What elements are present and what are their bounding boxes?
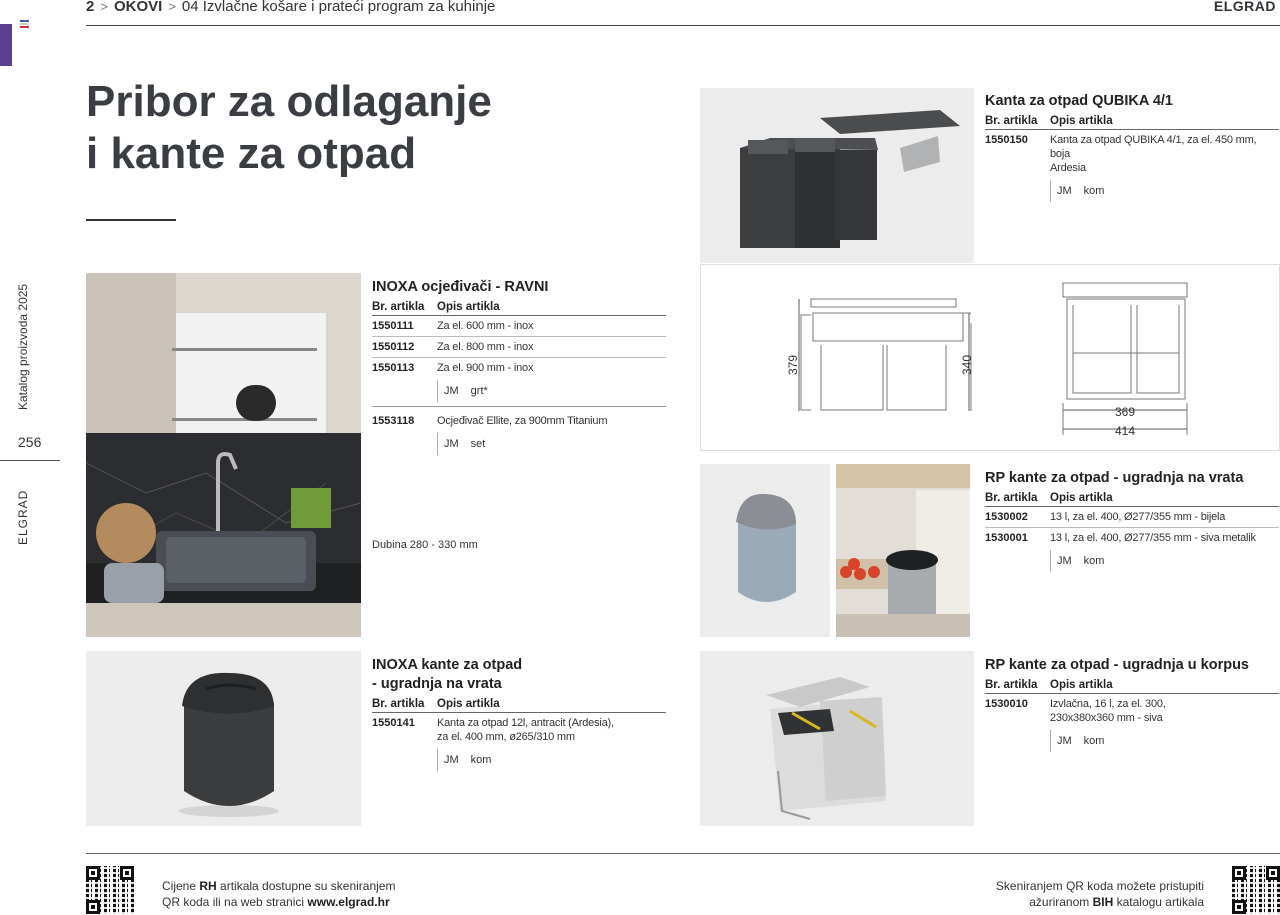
article-description: 13 l, za el. 400, Ø277/355 mm - bijela	[1050, 511, 1226, 523]
inoxa-drainers-title: INOXA ocjeđivači - RAVNI	[372, 279, 549, 295]
breadcrumb	[86, 0, 495, 15]
footer-left-text-part: QR koda ili na web stranici	[162, 895, 308, 909]
table-header	[372, 698, 666, 713]
unit-value: grt*	[470, 385, 488, 397]
article-description	[1050, 697, 1166, 725]
unit-value: kom	[470, 754, 492, 766]
unit-of-measure	[1050, 180, 1279, 202]
inoxa-bins-section	[372, 656, 666, 775]
article-code: 1550141	[372, 717, 415, 729]
article-code: 1553118	[372, 415, 415, 427]
unit-of-measure	[1050, 730, 1279, 752]
footer-left-text-part: artikala dostupne su skeniranjem	[216, 879, 396, 893]
rp-cabinet-bins-section	[985, 656, 1279, 756]
unit-label: JM	[1057, 185, 1072, 197]
unit-of-measure	[437, 433, 666, 455]
table-row	[372, 411, 666, 431]
side-divider	[0, 460, 60, 461]
footer-left-text	[162, 878, 395, 910]
rp-cabinet-bin-image	[700, 651, 974, 826]
header-code: Br. artikla	[985, 115, 1038, 127]
unit-of-measure	[1050, 550, 1279, 572]
article-description: Za el. 800 mm - inox	[437, 341, 534, 353]
header-description: Opis artikla	[1050, 679, 1113, 691]
article-code: 1530010	[985, 698, 1028, 710]
divider	[372, 406, 666, 407]
dimension-379: 379	[786, 354, 800, 376]
footer-right-text-line1: Skeniranjem QR koda možete pristupiti	[995, 879, 1204, 893]
rp-door-kitchen-image	[836, 464, 970, 637]
unit-of-measure	[437, 380, 666, 402]
table-row	[372, 316, 666, 337]
inoxa-bin-image	[86, 651, 361, 826]
breadcrumb-okovi[interactable]: OKOVI	[113, 0, 163, 15]
unit-label: JM	[444, 754, 459, 766]
rp-door-bins-section	[985, 469, 1279, 576]
article-description-line1: Izvlačna, 16 l, za el. 300,	[1050, 698, 1166, 710]
article-code: 1550150	[985, 134, 1028, 146]
article-description: Za el. 900 mm - inox	[437, 362, 534, 374]
unit-value: set	[470, 438, 486, 450]
inoxa-drainers-section	[372, 278, 666, 459]
chevron-right-icon: >	[168, 0, 176, 14]
table-row	[372, 358, 666, 378]
table-row	[372, 337, 666, 358]
breadcrumb-section-number: 04	[181, 0, 199, 15]
header-code: Br. artikla	[985, 679, 1038, 691]
breadcrumb-page-number: 2	[86, 0, 95, 15]
title-underline	[86, 219, 176, 221]
brand-logo: ELGRAD	[1213, 0, 1276, 14]
footer-bih-label: BIH	[1092, 895, 1114, 909]
unit-of-measure	[437, 749, 666, 771]
article-description-line1: Kanta za otpad QUBIKA 4/1, za el. 450 mm, boja	[1050, 134, 1257, 160]
inoxa-bins-title-line2: - ugradnja na vrata	[372, 676, 502, 692]
article-description	[437, 716, 614, 744]
table-row	[985, 507, 1279, 528]
header-description: Opis artikla	[437, 301, 500, 313]
footer-divider	[86, 853, 1280, 854]
unit-label: JM	[1057, 555, 1072, 567]
article-description-line1: Kanta za otpad 12l, antracit (Ardesia),	[437, 717, 614, 729]
table-row	[985, 130, 1279, 178]
qubika-bin-image	[700, 88, 974, 263]
footer-left-text-part: Cijene	[162, 879, 200, 893]
rp-cabinet-bins-title: RP kante za otpad - ugradnja u korpus	[985, 657, 1249, 673]
side-accent-bar	[0, 24, 12, 66]
table-header	[372, 301, 666, 316]
table-row	[372, 713, 666, 747]
article-code: 1530002	[985, 511, 1028, 523]
unit-value: kom	[1083, 185, 1105, 197]
qubika-section	[985, 92, 1279, 206]
depth-note: Dubina 280 - 330 mm	[372, 539, 478, 551]
side-brand: ELGRAD	[16, 489, 30, 545]
article-code: 1550112	[372, 341, 415, 353]
rp-door-bin-image	[700, 464, 830, 637]
unit-value: kom	[1083, 735, 1105, 747]
article-description: Ocjeđivač Ellite, za 900mm Titanium	[437, 415, 608, 427]
header-code: Br. artikla	[372, 698, 425, 710]
dimension-340: 340	[960, 354, 974, 376]
table-header	[985, 679, 1279, 694]
unit-label: JM	[1057, 735, 1072, 747]
qr-code-bih[interactable]	[1232, 866, 1280, 914]
inoxa-bins-title-line1: INOXA kante za otpad	[372, 657, 523, 673]
unit-value: kom	[1083, 555, 1105, 567]
header-description: Opis artikla	[437, 698, 500, 710]
page-title	[86, 76, 492, 180]
header-description: Opis artikla	[1050, 492, 1113, 504]
kitchen-drainer-image	[86, 273, 361, 637]
technical-drawing	[700, 264, 1280, 451]
table-header	[985, 115, 1279, 130]
table-row	[985, 528, 1279, 548]
footer-right-text-part: katalogu artikala	[1113, 895, 1204, 909]
unit-label: JM	[444, 385, 459, 397]
article-description-line2: 230x380x360 mm - siva	[1050, 712, 1163, 724]
rp-door-bins-title: RP kante za otpad - ugradnja na vrata	[985, 470, 1244, 486]
page-title-line2: i kante za otpad	[86, 129, 417, 178]
footer-rh-label: RH	[199, 879, 217, 893]
article-code: 1530001	[985, 532, 1028, 544]
page-number: 256	[18, 434, 42, 450]
flag-icon	[20, 20, 29, 29]
qr-code-rh[interactable]	[86, 866, 134, 914]
top-bar	[86, 0, 1280, 26]
article-description: 13 l, za el. 400, Ø277/355 mm - siva metalik	[1050, 532, 1256, 544]
article-description: Za el. 600 mm - inox	[437, 320, 534, 332]
website-link[interactable]: www.elgrad.hr	[307, 895, 390, 909]
article-description-line2: Ardesia	[1050, 162, 1086, 174]
breadcrumb-section[interactable]: Izvlačne košare i prateći program za kuhinje	[202, 0, 496, 15]
dimension-414: 414	[1114, 424, 1136, 438]
chevron-right-icon: >	[100, 0, 108, 14]
table-row	[985, 694, 1279, 728]
header-code: Br. artikla	[985, 492, 1038, 504]
footer-right-text	[996, 878, 1204, 910]
article-description-line2: za el. 400 mm, ø265/310 mm	[437, 731, 575, 743]
article-description	[1050, 133, 1279, 175]
header-code: Br. artikla	[372, 301, 425, 313]
catalog-label: Katalog proizvoda 2025	[16, 283, 30, 410]
unit-label: JM	[444, 438, 459, 450]
article-code: 1550113	[372, 362, 415, 374]
table-header	[985, 492, 1279, 507]
page-title-line1: Pribor za odlaganje	[86, 77, 492, 126]
footer-right-text-part: ažuriranom	[1029, 895, 1093, 909]
qubika-title: Kanta za otpad QUBIKA 4/1	[985, 93, 1173, 109]
dimension-369: 369	[1114, 405, 1136, 419]
header-description: Opis artikla	[1050, 115, 1113, 127]
inoxa-bins-title	[372, 656, 666, 694]
article-code: 1550111	[372, 320, 414, 332]
